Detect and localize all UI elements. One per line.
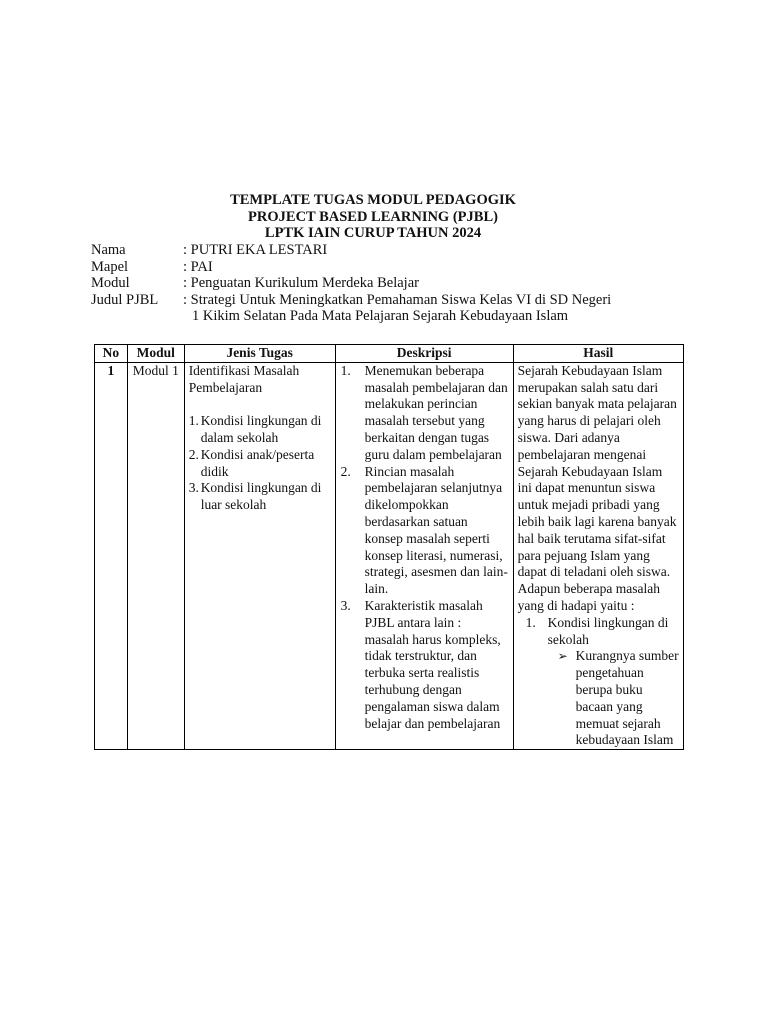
header-line-2: PROJECT BASED LEARNING (PJBL) (248, 208, 498, 225)
modul-label: Modul (91, 275, 130, 291)
list-item-number: 3. (340, 597, 351, 613)
table-row (95, 362, 684, 749)
meta-row-judul (91, 292, 611, 309)
judul-label: Judul PJBL (91, 291, 159, 308)
list-item (340, 598, 509, 732)
cell-jenis-tugas (184, 362, 335, 749)
arrow-bullet-icon: ➢ (557, 649, 568, 664)
hasil-sub-item (518, 648, 679, 749)
table-header-row (95, 345, 684, 363)
list-item-text: Kondisi anak/peserta didik (200, 446, 315, 479)
meta-row-modul (91, 275, 611, 292)
mapel-value: : PAI (183, 258, 213, 275)
list-item-text: Kondisi lingkungan di luar sekolah (200, 480, 322, 513)
list-item (189, 480, 331, 514)
header-no: No (95, 345, 128, 363)
header-line-3: LPTK IAIN CURUP TAHUN 2024 (264, 225, 482, 241)
list-item-text: Kondisi lingkungan di sekolah (547, 614, 669, 647)
list-item (340, 363, 509, 464)
judul-value-continued: 1 Kikim Selatan Pada Mata Pelajaran Sejarah Kebudayaan Islam (192, 308, 569, 324)
cell-deskripsi (335, 362, 513, 749)
list-item-text: Kondisi lingkungan di dalam sekolah (200, 413, 322, 445)
cell-modul: Modul 1 (127, 362, 184, 749)
list-item (518, 615, 679, 649)
list-item-number: 1. (525, 614, 536, 630)
header-deskripsi: Deskripsi (335, 345, 513, 363)
list-item-number: 1. (188, 413, 199, 429)
task-table (94, 344, 684, 750)
modul-value: : Penguatan Kurikulum Merdeka Belajar (183, 275, 419, 291)
list-item-number: 1. (340, 362, 351, 378)
list-item-number: 2. (340, 463, 351, 479)
nama-label: Nama (91, 242, 126, 258)
judul-value: : Strategi Untuk Meningkatkan Pemahaman Siswa Kelas VI di SD Negeri (183, 291, 612, 308)
jenis-title: Identifikasi Masalah Pembelajaran (188, 362, 300, 395)
header-hasil: Hasil (513, 345, 683, 363)
list-item-number: 2. (188, 446, 199, 462)
list-item-text: Karakteristik masalah PJBL antara lain : masalah harus kompleks, tidak terstruktur, dan terbuka serta realistis terhubung dengan pengalaman siswa dalam belajar dan pembelajaran (364, 597, 501, 731)
header-line-1: TEMPLATE TUGAS MODUL PEDAGOGIK (230, 192, 516, 208)
hasil-sub-text: Kurangnya sumber pengetahuan berupa buku bacaan yang memuat sejarah kebudayaan Islam (575, 648, 679, 748)
list-item-text: Rincian masalah pembelajaran selanjutnya dikelompokkan berdasarkan satuan konsep masalah seperti konsep literasi, numerasi, strategi, asesmen dan lain-lain. (364, 463, 508, 597)
hasil-text: Sejarah Kebudayaan Islam merupakan salah satu dari sekian banyak mata pelajaran yang harus di pelajari oleh siswa. Dari adanya pembelajaran mengenai Sejarah Kebudayaan Islam ini dapat menuntun siswa untuk mejadi pribadi yang lebih baik lagi karena banyak hal baik terutama sifat-sifat para pejuang Islam yang dapat di teladani oleh siswa. Adapun beberapa masalah yang di hadapi yaitu : (517, 362, 677, 613)
list-item-text: Menemukan beberapa masalah pembelajaran dan melakukan perincian masalah tersebut yang berkaitan dengan tugas guru dalam pembelajaran (364, 362, 508, 462)
meta-row-nama (91, 242, 611, 259)
header-jenis-tugas: Jenis Tugas (184, 345, 335, 363)
cell-no: 1 (95, 362, 128, 749)
header-modul: Modul (127, 345, 184, 363)
list-item (189, 447, 331, 481)
identity-block (91, 242, 611, 325)
list-item (340, 464, 509, 598)
list-item-number: 3. (188, 480, 199, 496)
mapel-label: Mapel (91, 258, 129, 275)
hasil-list (518, 615, 679, 649)
document-header (0, 192, 746, 242)
cell-hasil (513, 362, 683, 749)
nama-value: : PUTRI EKA LESTARI (183, 242, 328, 258)
meta-row-mapel (91, 259, 611, 276)
jenis-list (189, 413, 331, 514)
list-item (189, 413, 331, 447)
